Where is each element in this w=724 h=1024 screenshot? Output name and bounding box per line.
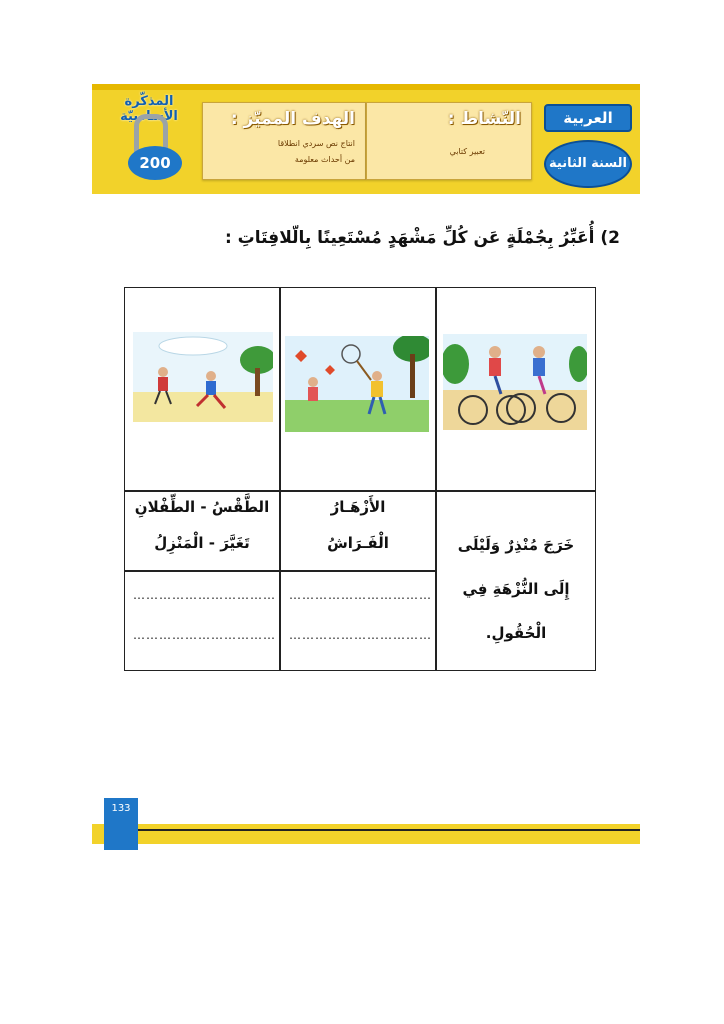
activity-value: تعبير كتابي bbox=[449, 147, 485, 156]
answer-line[interactable]: …………………………… bbox=[289, 628, 432, 642]
subject-badge: العربية bbox=[544, 104, 632, 132]
worksheet-page bbox=[92, 84, 640, 852]
exercise-grid bbox=[124, 287, 596, 671]
goal-line-1: انتاج نص سردي انطلاقا bbox=[277, 139, 355, 148]
hint-words: تَغَيَّرَ - الْمَنْزِلُ bbox=[154, 534, 250, 552]
notebook-title: المذكّرة الأساسيّة bbox=[120, 94, 178, 124]
answer-line[interactable]: …………………………… bbox=[133, 628, 276, 642]
scene-picture-2 bbox=[285, 336, 429, 432]
hint-words: الطَّقْسُ - الطِّفْلانِ bbox=[134, 498, 270, 516]
goal-title: الهدف المميّز : bbox=[230, 109, 355, 129]
children-running-windy-scene-icon bbox=[133, 332, 273, 422]
year-badge: السنة الثانية bbox=[544, 140, 632, 188]
activity-box bbox=[366, 102, 532, 180]
goal-box bbox=[202, 102, 366, 180]
example-line-3: الْحُقُولِ. bbox=[485, 624, 547, 642]
hint-word: الأَزْهَـارُ bbox=[330, 498, 386, 516]
footer-line bbox=[138, 829, 640, 831]
example-line-1: خَرَجَ مُنْذِرٌ وَلَيْلَى bbox=[457, 536, 575, 554]
grid-divider bbox=[435, 288, 437, 670]
children-catching-butterflies-scene-icon bbox=[285, 336, 429, 432]
scene-picture-1 bbox=[443, 334, 587, 430]
children-cycling-scene-icon bbox=[443, 334, 587, 430]
hint-word: الْفَـرَاشُ bbox=[327, 534, 389, 552]
grid-divider bbox=[279, 288, 281, 670]
footer-band bbox=[92, 824, 640, 844]
example-line-2: إِلَى النُّزْهَةِ فِي bbox=[462, 580, 570, 598]
goal-line-2: من أحداث معلومة bbox=[294, 155, 355, 164]
scene-picture-3 bbox=[133, 332, 273, 422]
answer-line[interactable]: …………………………… bbox=[133, 588, 276, 602]
exercise-instruction: 2) أُعَبِّرُ بِجُمْلَةٍ عَن كُلِّ مَشْهَدٍ مُسْتَعِينًا بِالّلافِتَاتِ : bbox=[224, 228, 620, 248]
notebook-badge bbox=[98, 88, 194, 184]
activity-title: النّشاط : bbox=[447, 109, 521, 129]
answer-line[interactable]: …………………………… bbox=[289, 588, 432, 602]
grid-divider bbox=[125, 490, 595, 492]
notebook-page-number: 200 bbox=[128, 146, 182, 180]
grid-divider bbox=[125, 570, 435, 572]
page-number: 133 bbox=[104, 798, 138, 850]
